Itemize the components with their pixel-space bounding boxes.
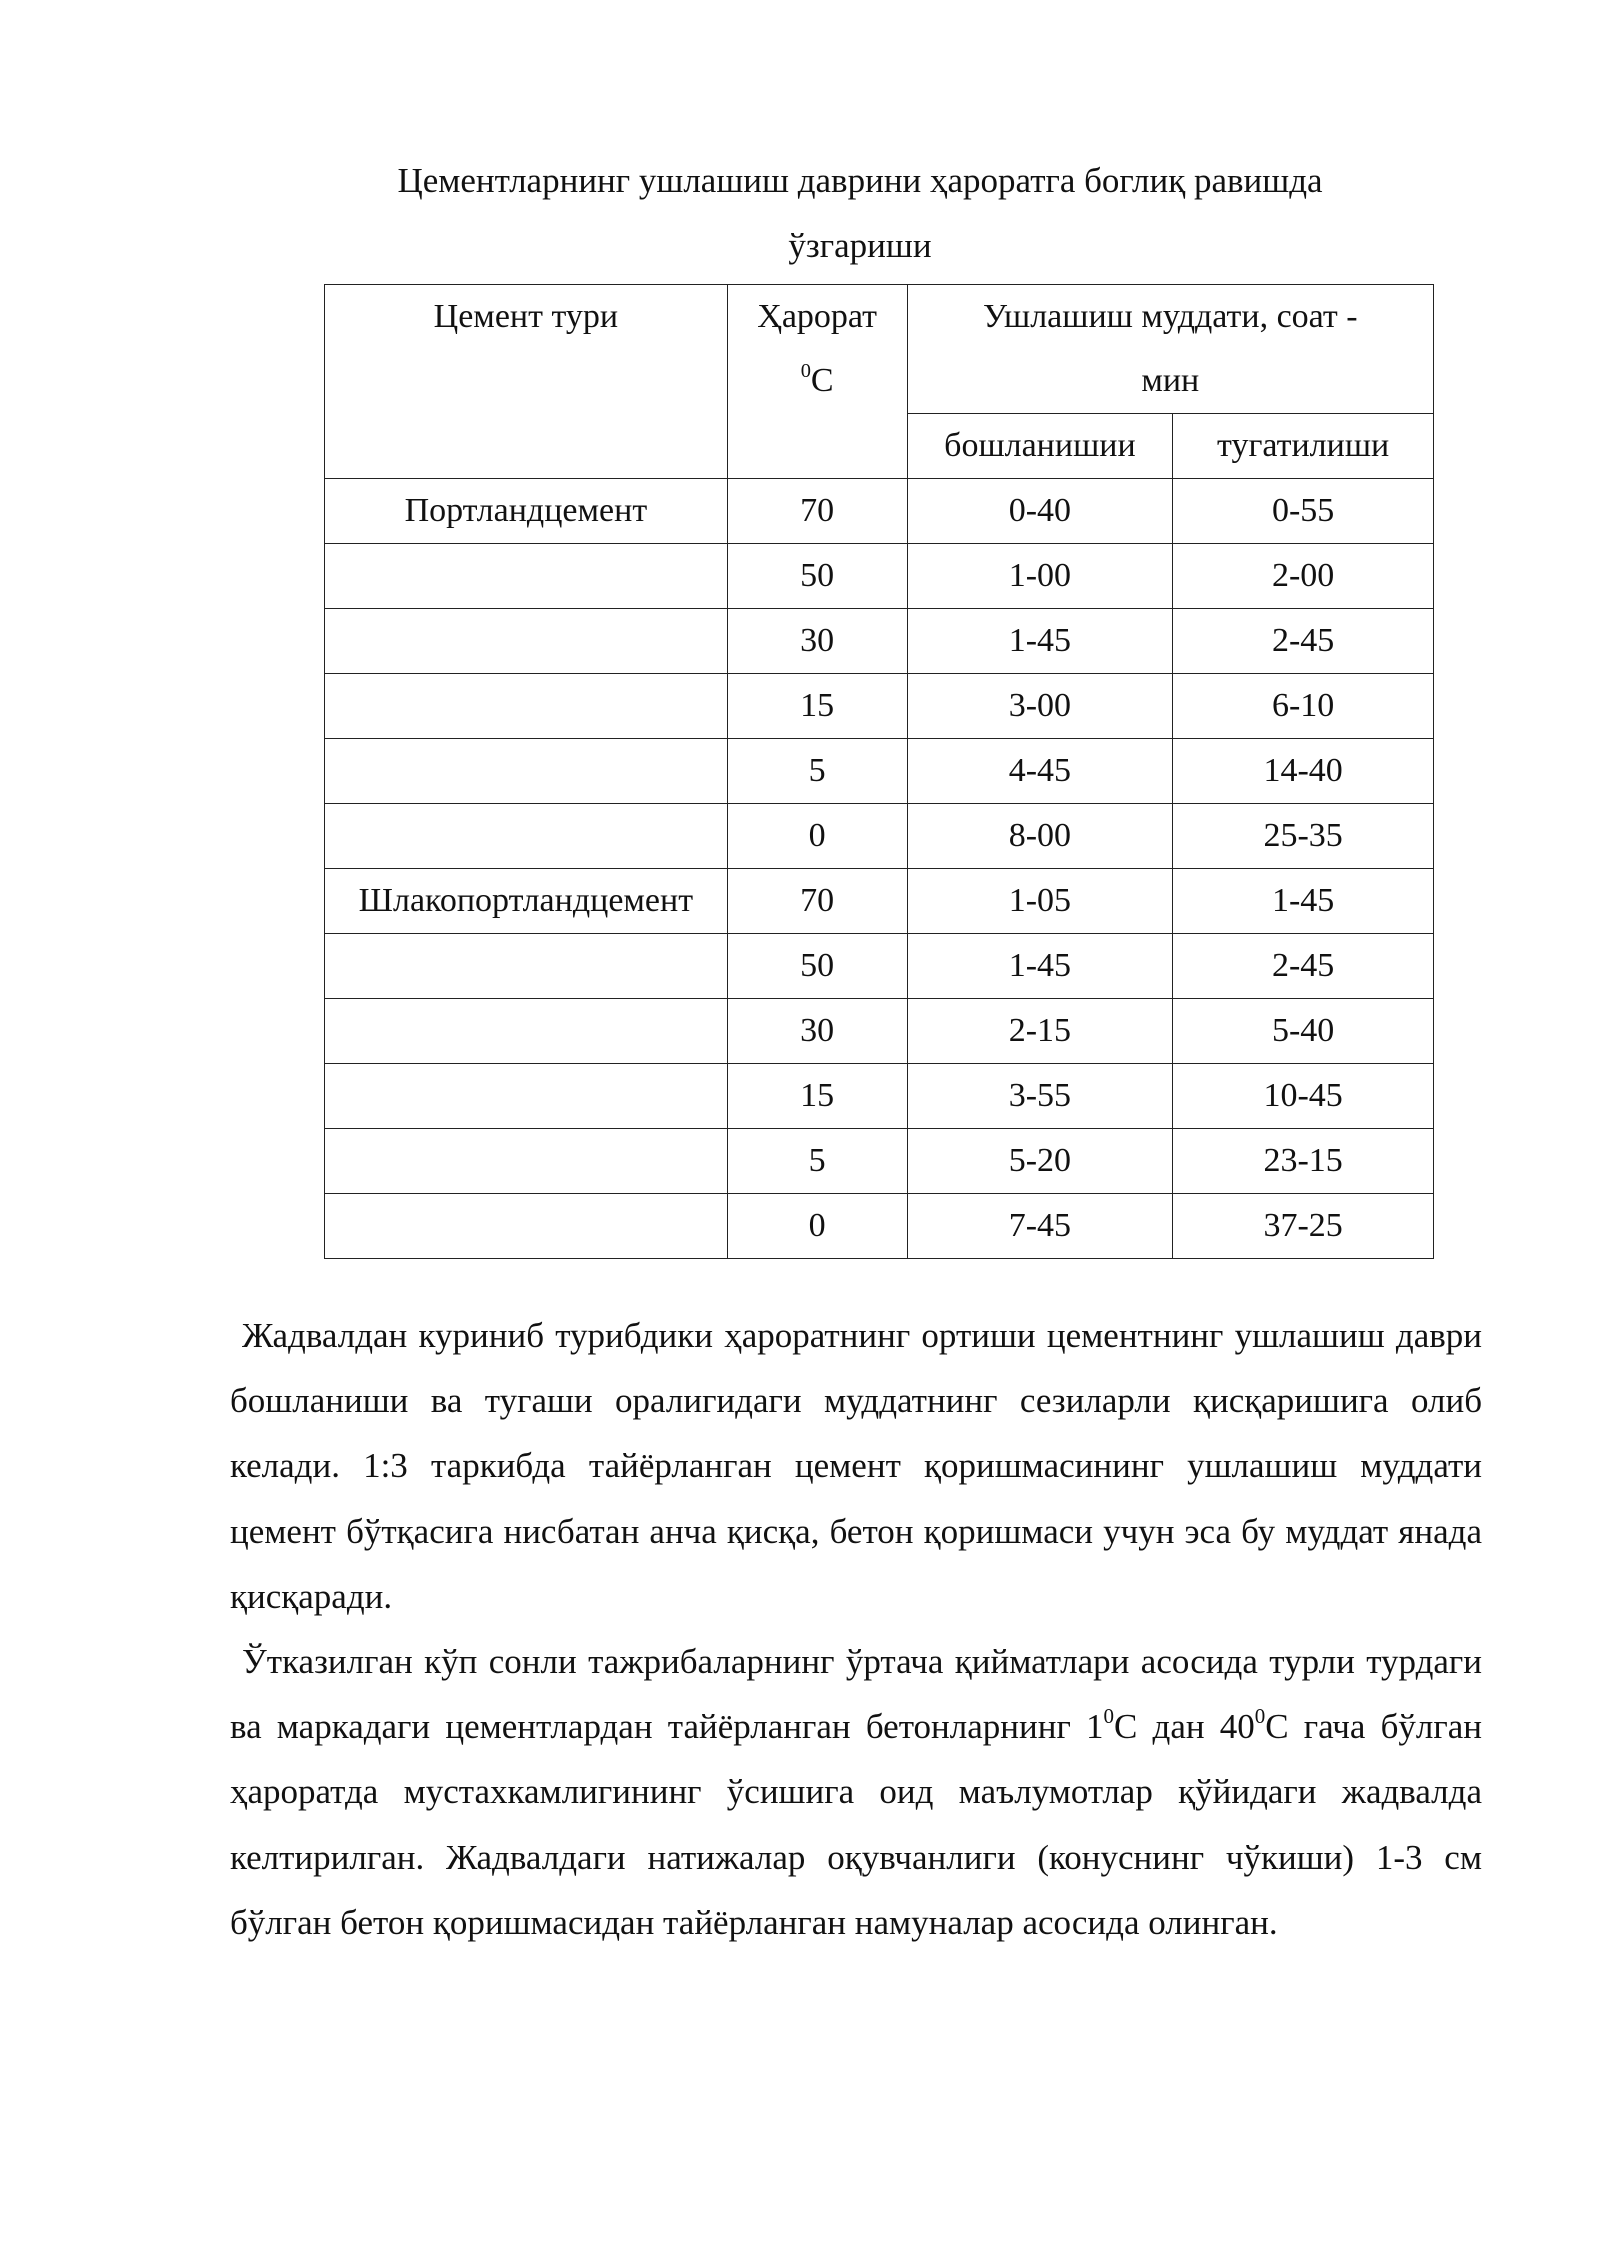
cell-cement-type: [325, 1064, 728, 1129]
cell-start: 1-05: [907, 869, 1173, 934]
table-row: [325, 674, 1434, 739]
paragraph-1: Жадвалдан куриниб турибдики ҳароратнинг ортиши цементнинг ушлашиш даври бошланиши ва тугаши оралигидаги муддатнинг сезиларли қисқаришига олиб келади. 1:3 таркибда тайёрланган цемент қоришмасининг ушлашиш муддати цемент бўтқасига нисбатан анча қисқа, бетон қоришмаси учун эса бу муддат янада қисқаради.: [230, 1316, 1482, 1616]
cell-end: 37-25: [1173, 1194, 1434, 1259]
table-caption: [230, 148, 1490, 278]
cell-end: 2-45: [1173, 609, 1434, 674]
cell-temperature: 50: [727, 544, 907, 609]
cell-end: 25-35: [1173, 804, 1434, 869]
cell-start: 3-00: [907, 674, 1173, 739]
cell-end: 2-00: [1173, 544, 1434, 609]
setting-time-table: [324, 284, 1434, 1259]
cell-temperature: 30: [727, 609, 907, 674]
cell-start: 1-45: [907, 934, 1173, 999]
cell-cement-type: [325, 609, 728, 674]
table-row: [325, 869, 1434, 934]
cell-end: 5-40: [1173, 999, 1434, 1064]
cell-start: 5-20: [907, 1129, 1173, 1194]
cell-cement-type: [325, 1129, 728, 1194]
cell-cement-type: [325, 934, 728, 999]
cell-end: 6-10: [1173, 674, 1434, 739]
header-setting-time: Ушлашиш муддати, соат - мин: [907, 285, 1433, 414]
table-row: [325, 999, 1434, 1064]
cell-cement-type: [325, 999, 728, 1064]
caption-line-2: ўзгариши: [788, 226, 932, 265]
temperature-unit: $^0$С: [800, 359, 834, 399]
cell-temperature: 70: [727, 869, 907, 934]
cell-temperature: 0: [727, 804, 907, 869]
cell-cement-type: [325, 544, 728, 609]
table-row: [325, 1129, 1434, 1194]
cell-temperature: 0: [727, 1194, 907, 1259]
cell-temperature: 50: [727, 934, 907, 999]
cell-cement-type: [325, 1194, 728, 1259]
cell-temperature: 5: [727, 739, 907, 804]
cell-cement-type: [325, 674, 728, 739]
cell-end: 14-40: [1173, 739, 1434, 804]
cell-temperature: 5: [727, 1129, 907, 1194]
table-body: [325, 479, 1434, 1259]
table-row: [325, 934, 1434, 999]
cell-start: 1-00: [907, 544, 1173, 609]
cell-cement-type: [325, 739, 728, 804]
table-row: [325, 739, 1434, 804]
header-end: тугатилиши: [1173, 414, 1434, 479]
paragraph-2: Ўтказилган кўп сонли тажрибаларнинг ўртача қийматлари асосида турли турдаги ва маркадаги цементлардан тайёрланган бетонларнинг $1^0С$ дан $40^0С$ гача бўлган ҳароратда мустахкамлигининг ўсишига оид маълумотлар қўйидаги жадвалда келтирилган. Жадвалдаги натижалар оқувчанлиги (конуснинг чўкиши) 1-3 см бўлган бетон қоришмасидан тайёрланган намуналар асосида олинган.: [230, 1642, 1483, 1942]
cell-temperature: 70: [727, 479, 907, 544]
table-row: [325, 544, 1434, 609]
table-row: [325, 804, 1434, 869]
table-header-row: [325, 285, 1434, 414]
table-row: [325, 1194, 1434, 1259]
cell-end: 0-55: [1173, 479, 1434, 544]
cell-cement-type: Портландцемент: [325, 479, 728, 544]
cell-start: 3-55: [907, 1064, 1173, 1129]
cell-start: 1-45: [907, 609, 1173, 674]
cell-start: 2-15: [907, 999, 1173, 1064]
cell-end: 23-15: [1173, 1129, 1434, 1194]
cell-start: 7-45: [907, 1194, 1173, 1259]
cell-end: 2-45: [1173, 934, 1434, 999]
cell-cement-type: [325, 804, 728, 869]
table-row: [325, 479, 1434, 544]
table-row: [325, 609, 1434, 674]
cell-start: 4-45: [907, 739, 1173, 804]
header-start: бошланишии: [907, 414, 1173, 479]
cell-temperature: 15: [727, 1064, 907, 1129]
caption-line-1: Цементларнинг ушлашиш даврини ҳароратга боглиқ равишда: [397, 161, 1323, 200]
cell-temperature: 15: [727, 674, 907, 739]
cell-end: 10-45: [1173, 1064, 1434, 1129]
table-row: [325, 1064, 1434, 1129]
cell-start: 0-40: [907, 479, 1173, 544]
header-cement-type: Цемент тури: [325, 285, 728, 479]
header-temperature: Ҳарорат $^0$С: [727, 285, 907, 479]
cell-temperature: 30: [727, 999, 907, 1064]
body-text: [230, 1303, 1482, 1955]
cell-cement-type: Шлакопортландцемент: [325, 869, 728, 934]
cell-end: 1-45: [1173, 869, 1434, 934]
cell-start: 8-00: [907, 804, 1173, 869]
